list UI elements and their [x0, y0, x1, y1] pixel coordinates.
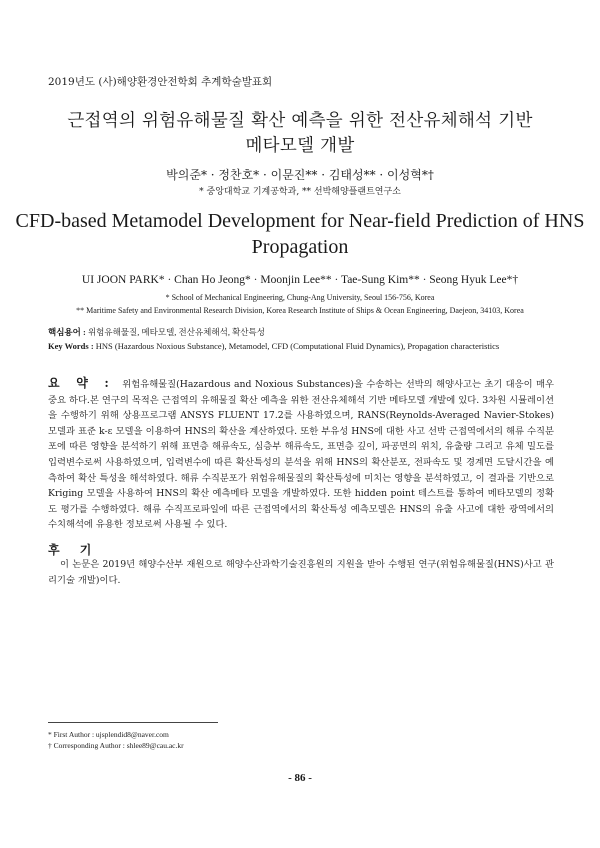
page-number: - 86 - — [288, 772, 312, 784]
acknowledgement-text: 이 논문은 2019년 해양수산부 재원으로 해양수산과학기술진흥원의 지원을 받아 수행된 연구(위험유해물질(HNS)사고 관리기술 개발)이다. — [48, 559, 554, 586]
korean-title-line-1: 근접역의 위험유해물질 확산 예측을 위한 전산유체해석 기반 — [67, 111, 533, 131]
korean-keywords — [48, 326, 265, 338]
english-keywords — [48, 341, 499, 351]
korean-authors: 박의준* · 정찬호* · 이문진** · 김태성** · 이성혁*† — [166, 168, 434, 182]
korean-title-line-2: 메타모델 개발 — [245, 136, 355, 156]
korean-keywords-text: 위험유해물질, 메타모델, 전산유체해석, 확산특성 — [87, 327, 265, 337]
footnote-corresponding-author: † Corresponding Author : shlee89@cau.ac.kr — [48, 741, 184, 750]
abstract-text: 위험유해물질(Hazardous and Noxious Substances)을 수송하는 선박의 해양사고는 초기 대응이 매우 중요 하다.본 연구의 목적은 근접역의 유해물질 확산 예측을 위한 전산유체해석 기반 메타모델 개발에 있다. 3차원 시뮬레이션을 수행하기 위해 상용프로그램 ANSYS FLUENT 17.2를 사용하였으며, RANS(Reynolds-Averaged Navier-Stokes) 모델과 표준 k-ε 모델을 이용하여 HNS의 확산을 계산하였다. 또한 부유성 HNS에 대한 사고 선박 근접역에서의 해류 수직분포에 따른 영향을 분석하기 위해 표면층 해류속도, 심층부 해류속도, 표면층 깊이, 파공면의 위치, 유출량 그리고 유체 밀도를 입력변수로써 사용하였으며, 입력변수에 따른 확산특성의 분석을 위해 HNS의 확산분포, 전파속도 및 경계면 도달시간을 예측하여 확산 특성을 해석하였다. 해류 수직분포가 위험유해물질의 확산특성에 미치는 영향을 분석하였고, 이 결과를 기반으로 Kriging 모델을 사용하여 HNS의 확산 예측메타 모델을 개발하였다. 또한 hidden point 테스트를 통하여 메타모델의 정확도 평가를 수행하였다. 해류 수직프로파일에 따른 근접역에서의 확산특성 예측모델은 HNS의 유출 사고에 대한 광역에서의 수치해석에 유용한 정보로써 사용될 수 있다. — [48, 379, 554, 531]
acknowledgement-heading: 후 기 — [48, 543, 100, 557]
abstract — [48, 376, 554, 533]
english-keywords-label: Key Words : — [48, 341, 94, 351]
english-title-line-2: Propagation — [251, 236, 349, 258]
korean-keywords-label: 핵심용어 : — [48, 327, 86, 337]
korean-affiliation: * 중앙대학교 기계공학과, ** 선박해양플랜트연구소 — [199, 187, 401, 197]
english-affiliation-1: * School of Mechanical Engineering, Chung-Ang University, Seoul 156-756, Korea — [165, 293, 435, 302]
english-keywords-text: HNS (Hazardous Noxious Substance), Metamodel, CFD (Computational Fluid Dynamics), Propagation characteristics — [95, 341, 500, 351]
english-affiliation-2: ** Maritime Safety and Environmental Research Division, Korea Research Institute of Ships & Ocean Engineering, Daejeon, 34103, Korea — [76, 306, 524, 315]
abstract-label: 요 약 : — [48, 376, 115, 390]
conference-header: 2019년도 (사)해양환경안전학회 추계학술발표회 — [48, 76, 273, 88]
english-authors: UI JOON PARK* · Chan Ho Jeong* · Moonjin Lee** · Tae-Sung Kim** · Seong Hyuk Lee*† — [81, 274, 519, 286]
english-title-line-1: CFD-based Metamodel Development for Near-field Prediction of HNS — [15, 210, 585, 232]
footnote-first-author: * First Author : ujsplendid8@naver.com — [48, 730, 169, 739]
footnote-divider — [48, 722, 218, 723]
